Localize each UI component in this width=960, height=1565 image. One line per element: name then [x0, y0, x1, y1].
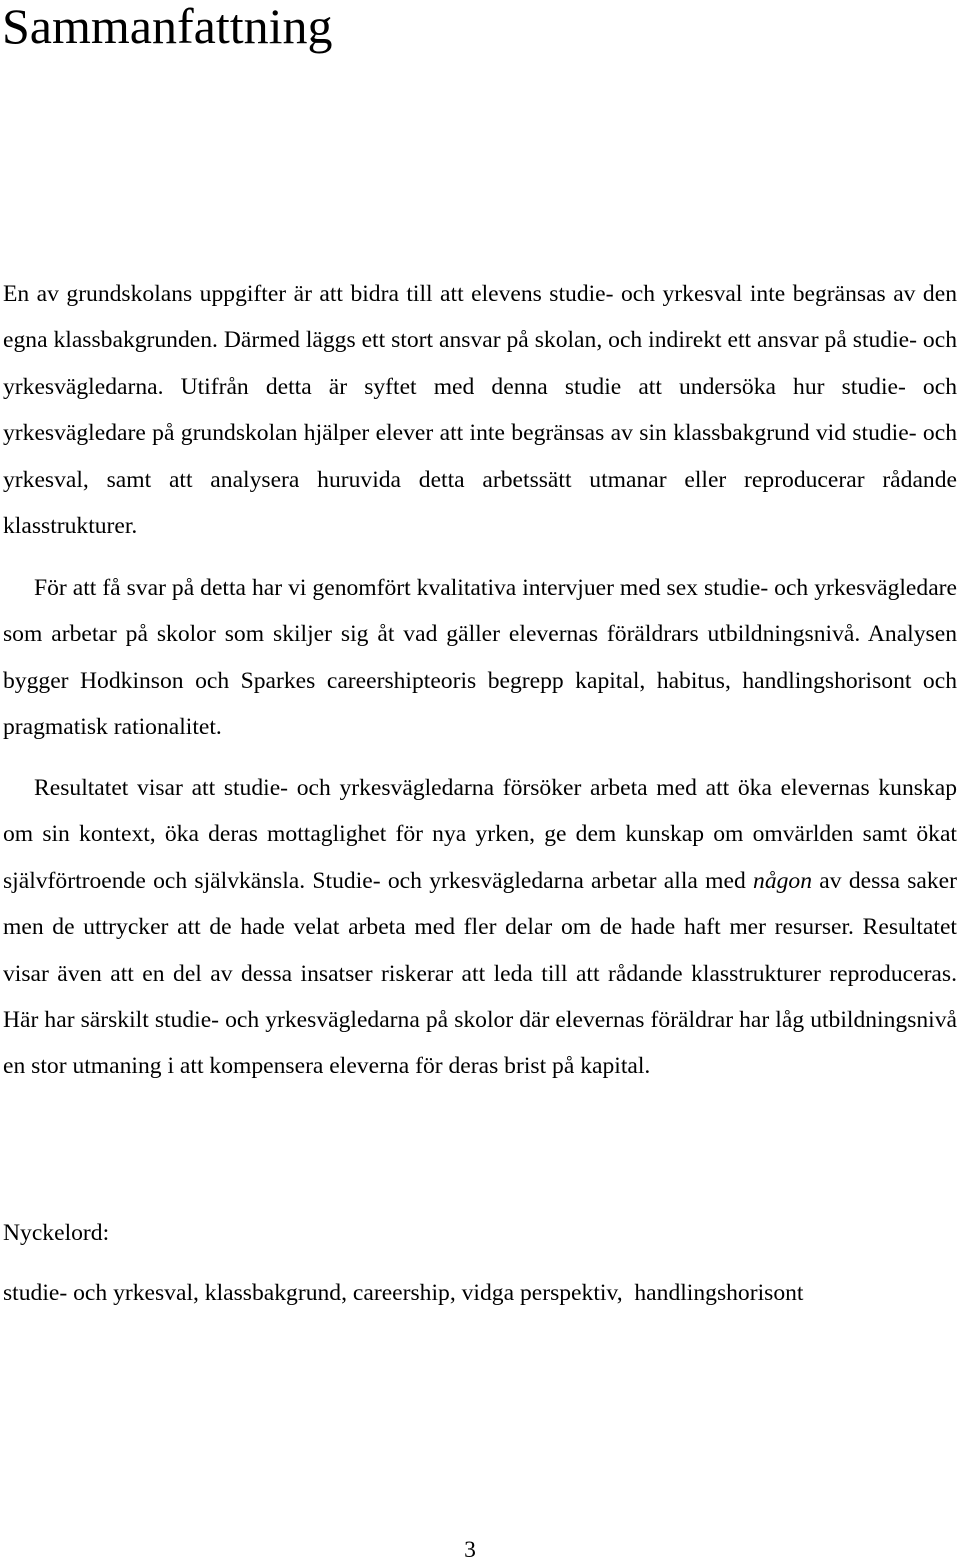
emphasized-word: någon [753, 867, 813, 894]
summary-paragraph-3 [3, 765, 957, 1090]
page-number: 3 [464, 1537, 476, 1563]
summary-paragraph-2: För att få svar på detta har vi genomfört kvalitativa intervjuer med sex studie- och yrkesvägledare som arbetar på skolor som skiljer sig åt vad gäller elevernas föräldrars utbildningsnivå. Analysen bygger Hodkinson och Sparkes careershipteoris begrepp kapital, habitus, handlingshorisont och pragmatisk rationalitet. [3, 575, 957, 741]
page-title: Sammanfattning [2, 0, 333, 54]
summary-paragraph-1: En av grundskolans uppgifter är att bidra till att elevens studie- och yrkesval inte begränsas av den egna klassbakgrunden. Därmed läggs ett stort ansvar på skolan, och indirekt ett ansvar på studie- och yrkesvägledarna. Utifrån detta är syftet med denna studie att undersöka hur studie- och yrkesvägledare på grundskolan hjälper elever att inte begränsas av sin klassbakgrund vid studie- och yrkesval, samt att analysera huruvida detta arbetssätt utmanar eller reproducerar rådande klasstrukturer. [3, 281, 957, 540]
paragraph-3-text-end: av dessa saker men de uttrycker att de hade velat arbeta med fler delar om de hade haft mer resurser. Resultatet visar även att en del av dessa insatser riskerar att leda till att rådande klasstrukturer reproduceras. Här har särskilt studie- och yrkesvägledarna på skolor där elevernas föräldrar har låg utbildningsnivå en stor utmaning i att kompensera eleverna för deras brist på kapital. [3, 867, 957, 1080]
keywords-list: studie- och yrkesval, klassbakgrund, careership, vidga perspektiv, handlingshorisont [3, 1280, 804, 1306]
keywords-label: Nyckelord: [3, 1220, 110, 1246]
paragraph-3-text-start: Resultatet visar att studie- och yrkesvägledarna försöker arbeta med att öka elevernas kunskap om sin kontext, öka deras mottaglighet för nya yrken, ge dem kunskap om omvärlden samt ökat självförtroende och självkänsla. Studie- och yrkesvägledarna arbetar alla med [3, 775, 957, 894]
